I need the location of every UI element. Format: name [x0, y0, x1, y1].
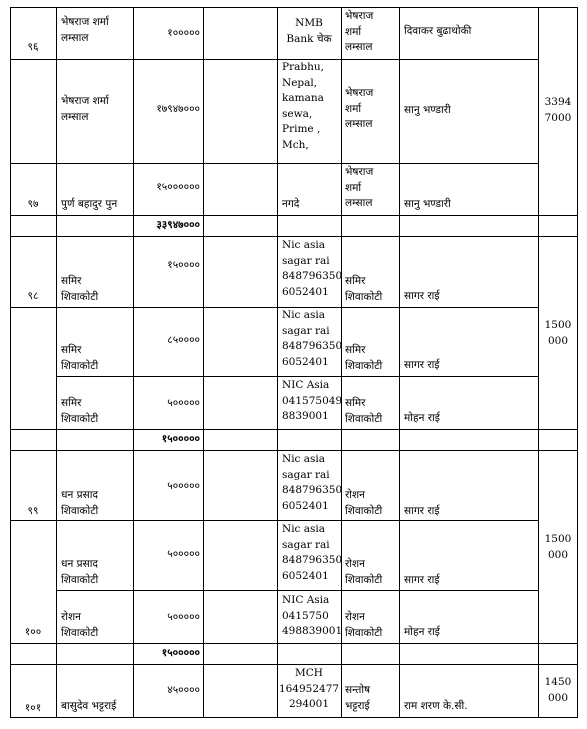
receiver-cell: सागर राई [404, 574, 440, 586]
name-cell: समिर शिवाकोटी [61, 275, 99, 303]
receiver-cell: मोहन राई [404, 412, 440, 424]
amount-cell: ४५०००० [167, 684, 200, 696]
name-cell: धन प्रसाद शिवाकोटी [61, 558, 99, 586]
receiver-cell: मोहन राई [404, 626, 440, 638]
method-cell: Nic asia sagar rai 848796350 6052401 [282, 309, 343, 368]
subtotal: १५००००० [161, 647, 200, 659]
receiver-cell: सागर राई [404, 290, 440, 302]
method-cell: नगदे [282, 198, 300, 210]
name-cell: रोशन शिवाकोटी [61, 611, 99, 639]
amount-cell: ५००००० [167, 611, 200, 623]
grid-line [10, 307, 539, 308]
payer-cell: समिर शिवाकोटी [345, 344, 383, 372]
grid-line [10, 429, 578, 430]
amount-cell: १७९४७००० [156, 103, 200, 115]
method-cell: MCH 164952477 294001 [278, 667, 340, 710]
method-cell: Nic asia sagar rai 848796350 6052401 [282, 523, 343, 582]
method-cell: Nic asia sagar rai 848796350 6052401 [282, 453, 343, 512]
name-cell: समिर शिवाकोटी [61, 397, 99, 425]
grid-line [10, 664, 578, 665]
grid-line [10, 215, 578, 216]
method-cell: Nic asia sagar rai 848796350 6052401 [282, 239, 343, 298]
grid-line [10, 236, 578, 237]
payer-cell: समिर शिवाकोटी [345, 397, 383, 425]
serial-number: ९७ [27, 198, 39, 210]
amount-cell: ८५०००० [167, 334, 200, 346]
grid-line [10, 450, 578, 451]
amount-cell: ५००००० [167, 548, 200, 560]
subtotal: ३३९४७००० [156, 219, 200, 231]
serial-number: १०१ [24, 702, 42, 714]
serial-number: १०० [24, 626, 42, 638]
payer-cell: सन्तोष भट्टराई [345, 684, 371, 712]
grid-line [10, 59, 539, 60]
payer-cell: रोशन शिवाकोटी [345, 558, 383, 586]
payer-cell: रोशन शिवाकोटी [345, 611, 383, 639]
grid-line [10, 520, 539, 521]
grid-line [56, 590, 539, 591]
grid-line [10, 163, 539, 164]
grid-line [10, 7, 11, 717]
receiver-cell: सानु भण्डारी [404, 104, 451, 116]
grid-line [10, 643, 578, 644]
serial-number: ९८ [27, 290, 39, 302]
subtotal: १५००००० [161, 433, 200, 445]
grid-line [203, 7, 204, 717]
grid-line [10, 7, 578, 8]
grid-line [56, 376, 539, 377]
method-cell: NIC Asia 041575049 8839001 [282, 379, 343, 422]
amount-cell: १५०००००० [156, 181, 200, 193]
name-cell: भेषराज शर्मा लम्साल [61, 16, 109, 44]
name-cell: धन प्रसाद शिवाकोटी [61, 489, 99, 517]
name-cell: भेषराज शर्मा लम्साल [61, 95, 109, 123]
method-cell: Prabhu, Nepal, kamana sewa, Prime , Mch, [282, 61, 324, 151]
group-total: 1500 000 [544, 319, 572, 347]
amount-cell: १५०००० [167, 259, 200, 271]
grid-line [399, 7, 400, 717]
method-cell: NIC Asia 0415750 498839001 [282, 594, 343, 637]
payer-cell: भेषराज शर्मा लम्साल [345, 166, 374, 209]
payer-cell: भेषराज शर्मा लम्साल [345, 87, 374, 130]
grid-line [56, 7, 57, 717]
name-cell: पुर्ण बहादुर पुन [61, 198, 118, 210]
amount-cell: ५००००० [167, 480, 200, 492]
group-total: 1500 000 [544, 533, 572, 561]
payer-cell: समिर शिवाकोटी [345, 275, 383, 303]
receiver-cell: सागर राई [404, 505, 440, 517]
receiver-cell: सागर राई [404, 359, 440, 371]
method-cell: NMB Bank चेक [286, 17, 332, 45]
grid-line [10, 717, 578, 718]
amount-cell: ५००००० [167, 397, 200, 409]
name-cell: बासुदेव भट्टराई [61, 700, 117, 712]
receiver-cell: राम शरण के.सी. [404, 700, 468, 712]
serial-number: ९६ [27, 41, 39, 53]
receiver-cell: सानु भण्डारी [404, 198, 451, 210]
name-cell: समिर शिवाकोटी [61, 344, 99, 372]
amount-cell: १००००० [167, 27, 200, 39]
payer-cell: रोशन शिवाकोटी [345, 489, 383, 517]
serial-number: ९९ [27, 505, 39, 517]
group-total: 1450 000 [544, 676, 572, 704]
grid-line [277, 7, 278, 717]
receiver-cell: दिवाकर बुढाथोकी [404, 25, 472, 37]
payer-cell: भेषराज शर्मा लम्साल [345, 10, 374, 53]
group-total: 3394 7000 [544, 96, 572, 124]
